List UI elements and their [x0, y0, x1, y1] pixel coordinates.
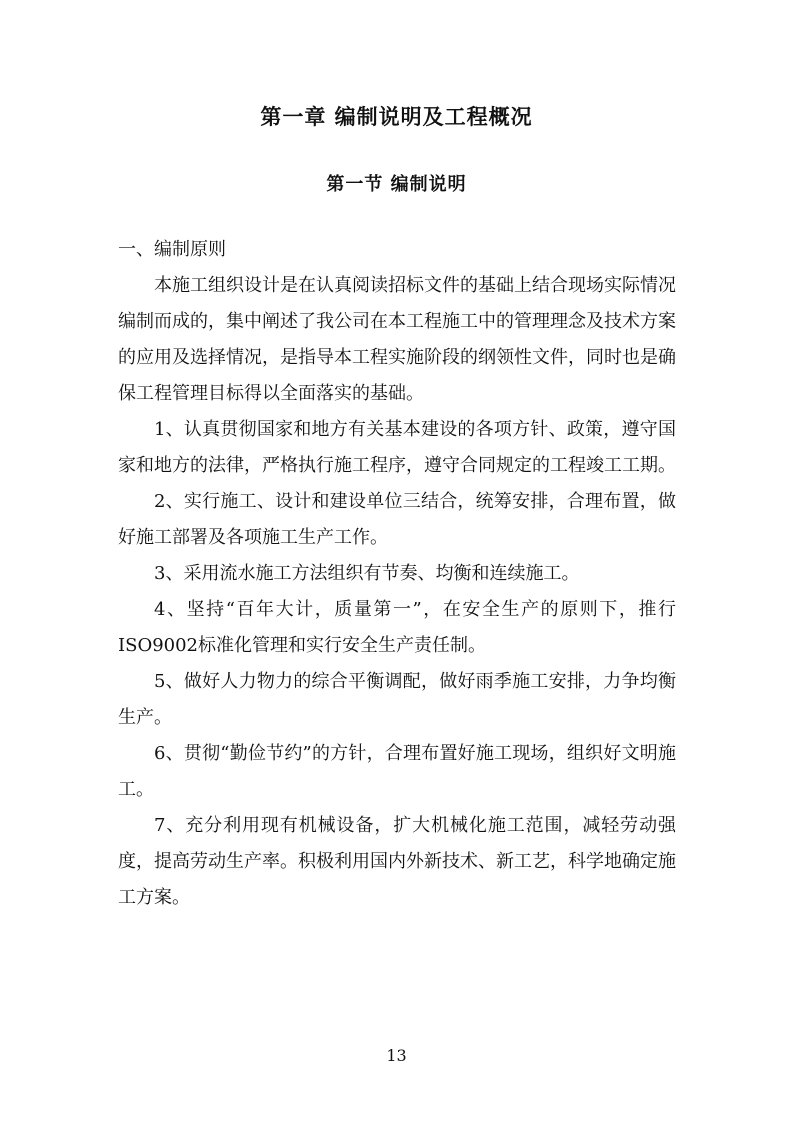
paragraph-item-7: 7、充分利用现有机械设备，扩大机械化施工范围，减轻劳动强度，提高劳动生产率。积极利用国内外新技术、新工艺，科学地确定施工方案。: [118, 815, 676, 908]
paragraph-item-4: 4、坚持“百年大计，质量第一”，在安全生产的原则下，推行ISO9002标准化管理和实行安全生产责任制。: [118, 599, 676, 656]
section-title: 第一节 编制说明: [326, 174, 467, 195]
paragraph-item-6: 6、贯彻“勤俭节约”的方针，合理布置好施工现场，组织好文明施工。: [118, 743, 676, 800]
paragraph-item-1: 1、认真贯彻国家和地方有关基本建设的各项方针、政策，遵守国家和地方的法律，严格执行施工程序，遵守合同规定的工程竣工工期。: [118, 419, 676, 476]
document-body: [118, 232, 676, 916]
page-number: 13: [386, 1046, 407, 1065]
subheading-principles: 一、编制原则: [118, 239, 226, 260]
paragraph-item-2: 2、实行施工、设计和建设单位三结合，统筹安排，合理布置，做好施工部署及各项施工生产工作。: [118, 491, 676, 548]
paragraph-intro: 本施工组织设计是在认真阅读招标文件的基础上结合现场实际情况编制而成的，集中阐述了我公司在本工程施工中的管理理念及技术方案的应用及选择情况，是指导本工程实施阶段的纲领性文件，同时也是确保工程管理目标得以全面落实的基础。: [118, 275, 676, 404]
paragraph-item-5: 5、做好人力物力的综合平衡调配，做好雨季施工安排，力争均衡生产。: [118, 671, 676, 728]
chapter-title: 第一章 编制说明及工程概况: [260, 105, 533, 129]
paragraph-item-3: 3、采用流水施工方法组织有节奏、均衡和连续施工。: [154, 563, 580, 584]
